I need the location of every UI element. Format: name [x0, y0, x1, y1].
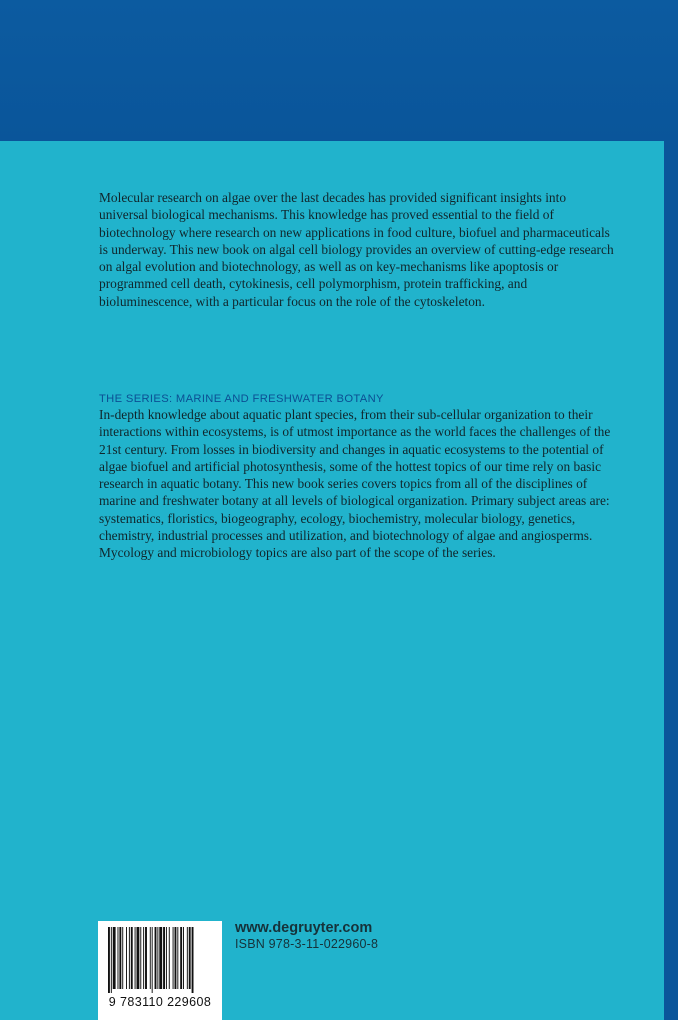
- barcode-number: 9 783110 229608: [108, 995, 212, 1009]
- cover-top-band: [0, 0, 678, 141]
- barcode: [98, 921, 222, 1020]
- cover-right-strip: [664, 141, 678, 1020]
- isbn-number: ISBN 978-3-11-022960-8: [235, 937, 379, 951]
- book-description: Molecular research on algae over the last decades has provided significant insights into universal biological mechanisms. This knowledge has proved essential to the field of biotechnology where research on new applications in food culture, biofuel and pharmaceuticals is underway. This new book on algal cell biology provides an overview of cutting-edge research on algal evolution and biotechnology, as well as on key-mechanisms like apoptosis or programmed cell death, cytokinesis, cell polymorphism, protein trafficking, and bioluminescence, with a particular focus on the role of the cytoskeleton.: [99, 190, 614, 309]
- series-description: In-depth knowledge about aquatic plant species, from their sub-cellular organization to their interactions within ecosystems, is of utmost importance as the world faces the challenges of the 21st century. From losses in biodiversity and changes in aquatic ecosystems to the potential of algae biofuel and artificial photosynthesis, some of the hottest topics of our time rely on basic research in aquatic botany. This new book series covers topics from all of the disciplines of marine and freshwater botany at all levels of biological organization. Primary subject areas are: systematics, floristics, biogeography, ecology, biochemistry, molecular biology, genetics, chemistry, industrial processes and utilization, and biotechnology of algae and angiosperms. Mycology and microbiology topics are also part of the scope of the series.: [99, 407, 611, 561]
- barcode-bars-icon: [108, 927, 212, 993]
- publisher-website: www.degruyter.com: [235, 920, 373, 936]
- series-heading: THE SERIES: MARINE AND FRESHWATER BOTANY: [99, 393, 384, 405]
